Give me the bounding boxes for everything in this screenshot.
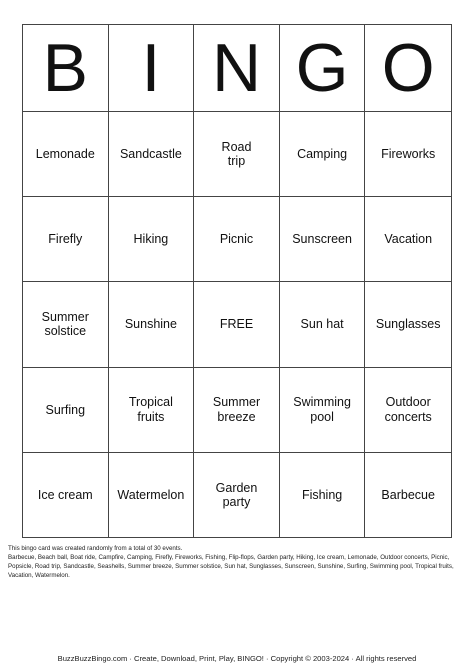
bingo-cell: FREE	[194, 282, 280, 367]
bingo-cell: Lemonade	[23, 112, 109, 197]
page-footer: BuzzBuzzBingo.com · Create, Download, Print, Play, BINGO! · Copyright © 2003-2024 · All rights reserved	[57, 654, 417, 663]
bingo-cell: Camping	[280, 112, 366, 197]
bingo-cell: Swimming pool	[280, 368, 366, 453]
bingo-cell: Summer breeze	[194, 368, 280, 453]
bingo-cell: Barbecue	[381, 488, 435, 503]
card-info	[8, 545, 468, 581]
bingo-cell: Firefly	[23, 197, 109, 282]
bingo-cell: Fireworks	[365, 112, 451, 197]
bingo-card	[22, 24, 452, 538]
bingo-cell: Sunscreen	[280, 197, 366, 282]
bingo-cell: Ice cream	[23, 453, 109, 538]
bingo-cell: Watermelon	[109, 453, 195, 538]
bingo-cell: Garden party	[194, 453, 280, 538]
bingo-cell: Picnic	[194, 197, 280, 282]
bingo-cell: Sunshine	[109, 282, 195, 367]
card-info-intro: This bingo card was created randomly from a total of 30 events.	[8, 545, 183, 552]
bingo-cell: Sun hat	[280, 282, 366, 367]
bingo-cell: Tropical fruits	[109, 368, 195, 453]
header-letter-o: O	[381, 30, 435, 106]
bingo-cell: Sunglasses	[365, 282, 451, 367]
bingo-cell: Vacation	[365, 197, 451, 282]
bingo-cell: Sandcastle	[109, 112, 195, 197]
bingo-cell: Outdoor concerts	[365, 368, 451, 453]
bingo-cell: Summer solstice	[23, 282, 109, 367]
bingo-grid	[23, 112, 451, 538]
header-letter-g: G	[280, 25, 366, 111]
header-letter-n: N	[194, 25, 280, 111]
bingo-cell: Fishing	[280, 453, 366, 538]
header-letter-b: B	[23, 25, 109, 111]
bingo-cell: Road trip	[194, 112, 280, 197]
header-letter-i: I	[109, 25, 195, 111]
bingo-cell: Hiking	[109, 197, 195, 282]
bingo-cell: Surfing	[23, 368, 109, 453]
card-info-events: Barbecue, Beach ball, Boat ride, Campfire, Camping, Firefly, Fireworks, Fishing, Flip-flops, Garden party, Hiking, Ice cream, Lemonade, Outdoor concerts, Picnic, Popsicle, Road trip, Sandcastle, Seashells, Summer breeze, Summer solstice, Sun hat, Sunglasses, Sunscreen, Sunshine, Surfing, Swimming pool, Tropical fruits, Vacation, Watermelon.	[8, 553, 454, 579]
bingo-header	[23, 25, 451, 112]
